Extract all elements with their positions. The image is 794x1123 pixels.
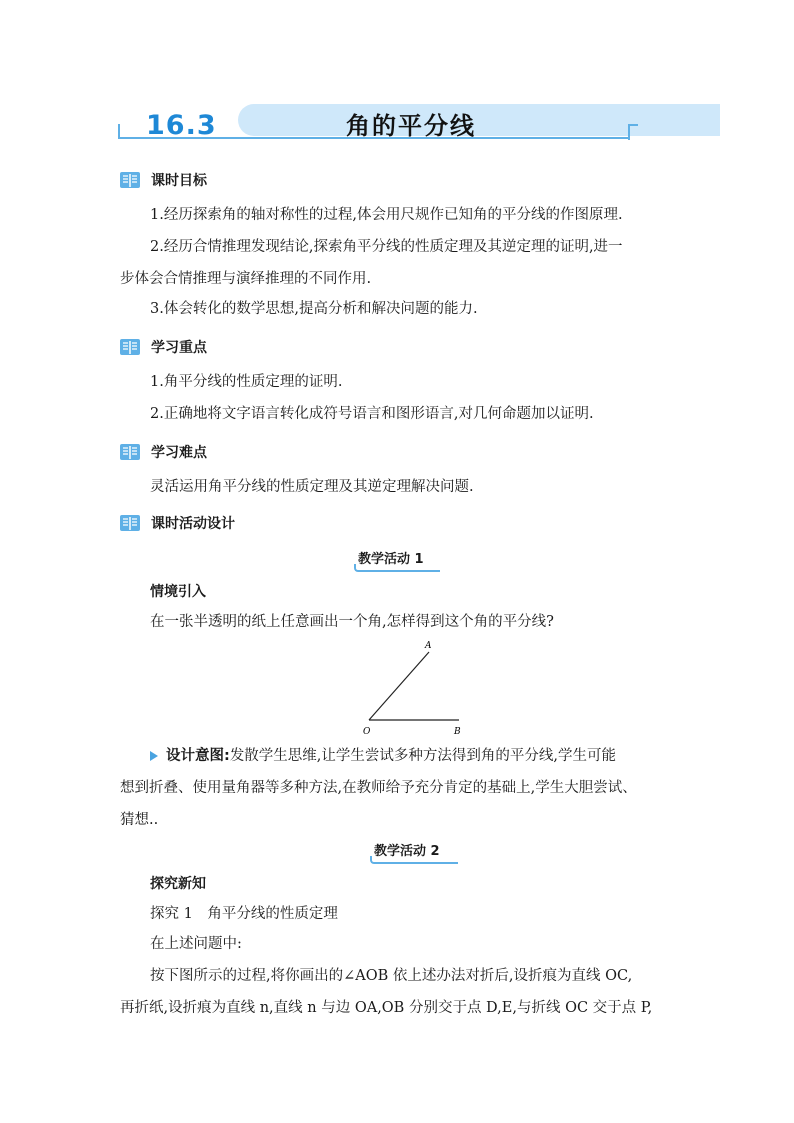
section-title: 课时活动设计 [151,516,235,532]
explore-line-3: 按下图所示的过程,将你画出的∠AOB 依上述办法对折后,设折痕为直线 OC, [150,968,633,984]
goal-line-2: 2.经历合情推理发现结论,探索角平分线的性质定理及其逆定理的证明,进一 [150,239,623,255]
goal-line-4: 3.体会转化的数学思想,提高分析和解决问题的能力. [150,301,478,317]
section-number: 16.3 [146,110,217,141]
book-icon [119,442,141,462]
section-title: 学习重点 [151,340,207,356]
page-title: 角的平分线 [346,112,476,140]
book-icon [119,513,141,533]
difficulty-line: 灵活运用角平分线的性质定理及其逆定理解决问题. [150,479,474,495]
intent-text: 发散学生思维,让学生尝试多种方法得到角的平分线,学生可能 [229,748,617,764]
intent-label: 设计意图: [166,748,230,764]
section-title: 课时目标 [151,173,207,189]
ray-oa [369,652,429,720]
activity-1-label [358,548,440,572]
explore-line-2: 在上述问题中: [150,936,242,952]
subheading-explore: 探究新知 [150,876,206,892]
header-band [238,104,720,136]
activity-label-text: 教学活动 1 [358,552,424,567]
triangle-right-icon [150,751,158,761]
intro-question: 在一张半透明的纸上任意画出一个角,怎样得到这个角的平分线? [150,614,554,630]
angle-figure [355,636,475,742]
label-b: B [454,727,461,737]
key-point-2: 2.正确地将文字语言转化成符号语言和图形语言,对几何命题加以证明. [150,406,594,422]
intent-line-3: 猜想.. [120,812,159,828]
explore-line-1: 探究 1 角平分线的性质定理 [150,906,338,922]
goal-line-3: 步体会合情推理与演绎推理的不同作用. [120,271,372,287]
key-point-1: 1.角平分线的性质定理的证明. [150,374,343,390]
subheading-intro: 情境引入 [150,584,206,600]
goal-line-1: 1.经历探索角的轴对称性的过程,体会用尺规作已知角的平分线的作图原理. [150,207,623,223]
intent-line-1 [150,746,616,766]
activity-label-text: 教学活动 2 [374,844,440,859]
label-a: A [425,641,432,651]
book-icon [119,337,141,357]
activity-2-label [374,840,458,864]
intent-line-2: 想到折叠、使用量角器等多种方法,在教师给予充分肯定的基础上,学生大胆尝试、 [120,780,637,796]
header-line-right [628,124,638,140]
book-icon [119,170,141,190]
header-line-left [118,124,120,138]
section-title: 学习难点 [151,445,207,461]
explore-line-4: 再折纸,设折痕为直线 n,直线 n 与边 OA,OB 分别交于点 D,E,与折线 OC 交于点 P, [120,1000,653,1016]
label-o: O [363,727,371,737]
chapter-header [118,98,638,158]
